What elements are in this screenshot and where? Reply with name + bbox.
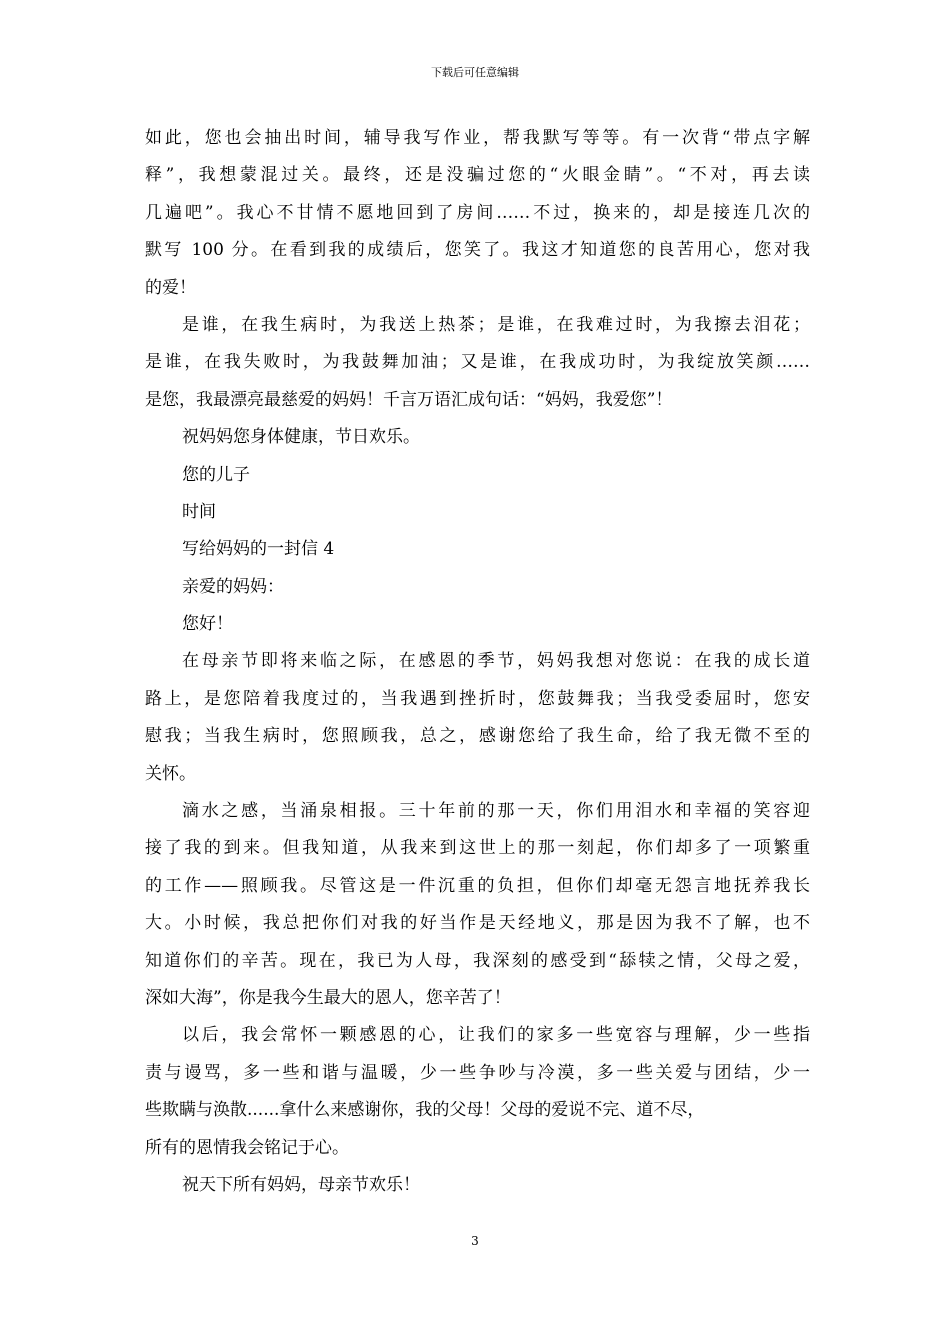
text-line: 责与谩骂，多一些和谐与温暖，少一些争吵与冷漠，多一些关爱与团结，少一	[145, 1062, 810, 1083]
text-line: 的工作——照顾我。尽管这是一件沉重的负担，但你们却毫无怨言地抚养我长	[145, 875, 810, 896]
text-line: 路上，是您陪着我度过的，当我遇到挫折时，您鼓舞我；当我受委屈时，您安	[145, 688, 810, 709]
text-line: 是谁，在我生病时，为我送上热茶；是谁，在我难过时，为我擦去泪花；	[182, 314, 810, 335]
text-line: 滴水之感，当涌泉相报。三十年前的那一天，你们用泪水和幸福的笑容迎	[182, 801, 810, 822]
text-line: 些欺瞒与涣散......拿什么来感谢你，我的父母！父母的爱说不完、道不尽，	[145, 1100, 705, 1121]
text-line: 释”，我想蒙混过关。最终，还是没骗过您的“火眼金睛”。“不对，再去读	[145, 165, 810, 186]
letter-greeting: 您好！	[182, 614, 233, 635]
text-line: 是您，我最漂亮最慈爱的妈妈！千言万语汇成句话：“妈妈，我爱您”！	[145, 389, 673, 410]
page-header: 下载后可任意编辑	[431, 66, 519, 79]
signature-name: 您的儿子	[182, 464, 250, 485]
text-line: 祝天下所有妈妈，母亲节欢乐！	[182, 1174, 420, 1195]
text-line: 在母亲节即将来临之际，在感恩的季节，妈妈我想对您说：在我的成长道	[182, 651, 810, 672]
signature-date: 时间	[182, 501, 216, 522]
text-line: 的爱！	[145, 277, 196, 298]
text-line: 慰我；当我生病时，您照顾我，总之，感谢您给了我生命，给了我无微不至的	[145, 726, 810, 747]
document-body	[145, 120, 810, 1204]
text-line: 知道你们的辛苦。现在，我已为人母，我深刻的感受到“舔犊之情，父母之爱，	[145, 950, 810, 971]
letter-title: 写给妈妈的一封信 4	[182, 539, 335, 560]
text-line: 是谁，在我失败时，为我鼓舞加油；又是谁，在我成功时，为我绽放笑颜……	[145, 352, 810, 373]
text-line: 大。小时候，我总把你们对我的好当作是天经地义，那是因为我不了解，也不	[145, 913, 810, 934]
text-line: 如此，您也会抽出时间，辅导我写作业，帮我默写等等。有一次背“带点字解	[145, 128, 810, 148]
text-line: 默写 100 分。在看到我的成绩后，您笑了。我这才知道您的良苦用心，您对我	[145, 240, 810, 261]
text-line: 祝妈妈您身体健康，节日欢乐。	[182, 427, 420, 448]
text-line: 接了我的到来。但我知道，从我来到这世上的那一刻起，你们却多了一项繁重	[145, 838, 810, 859]
text-line: 几遍吧”。我心不甘情不愿地回到了房间……不过，换来的，却是接连几次的	[145, 202, 810, 223]
text-line: 以后，我会常怀一颗感恩的心，让我们的家多一些宽容与理解，少一些指	[182, 1025, 810, 1046]
text-line: 所有的恩情我会铭记于心。	[145, 1137, 349, 1158]
page-number: 3	[471, 1234, 479, 1248]
text-line: 深如大海”，你是我今生最大的恩人，您辛苦了！	[145, 987, 511, 1008]
letter-salutation: 亲爱的妈妈：	[182, 576, 284, 597]
text-line: 关怀。	[145, 763, 196, 784]
